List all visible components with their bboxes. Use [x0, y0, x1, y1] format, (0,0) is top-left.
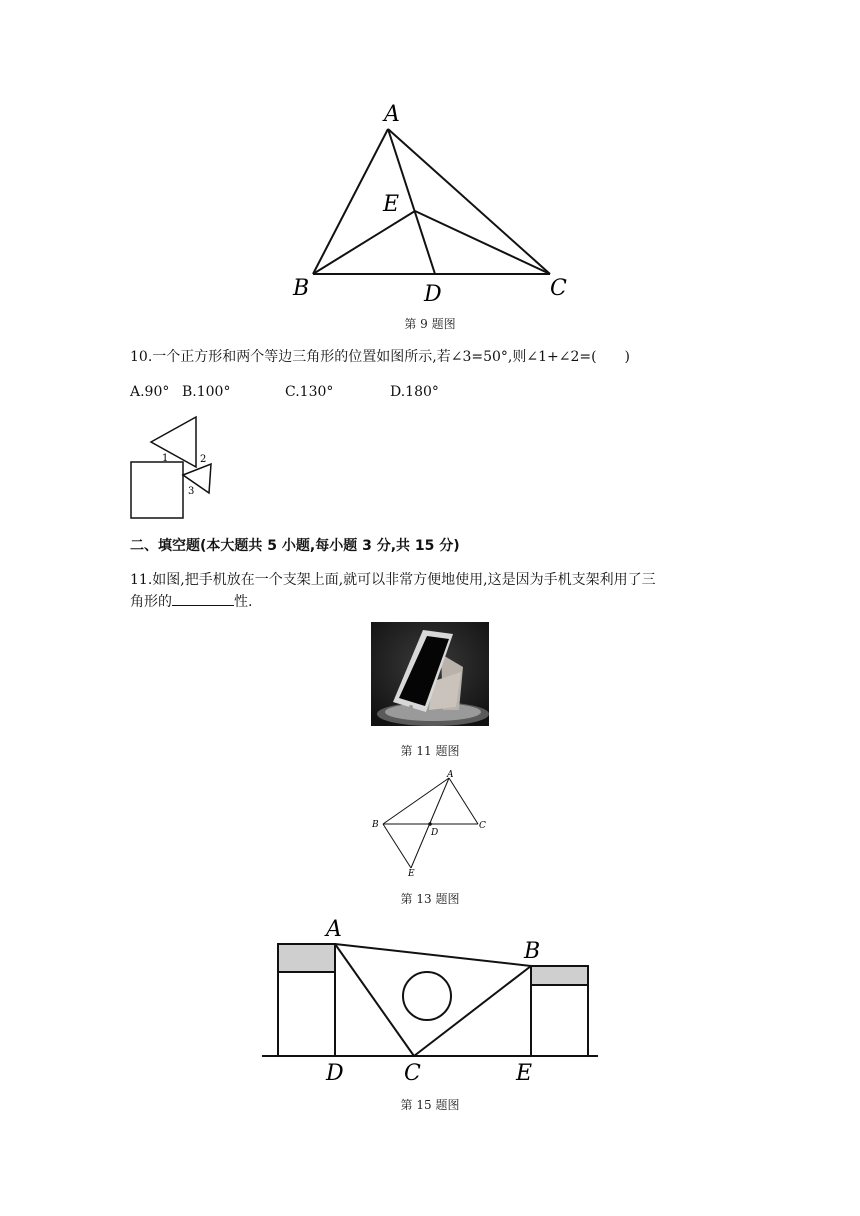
fig13-label-c: C [479, 821, 486, 831]
fig9-label-b: B [293, 276, 310, 301]
fig15-label-e: E [516, 1061, 533, 1086]
phone-stand-photo [371, 622, 489, 726]
q10-option-d: D.180° [390, 384, 439, 400]
fig9-line-ab [313, 129, 388, 274]
fig9-label-c: C [550, 276, 567, 301]
figure-15 [260, 910, 600, 1090]
fig13-label-d: D [431, 828, 439, 838]
fig9-caption: 第 9 题图 [404, 317, 456, 331]
fig15-label-c: C [404, 1061, 421, 1086]
figure-10 [125, 412, 225, 524]
q10-option-c: C.130° [285, 384, 334, 400]
fig15-label-a: A [326, 917, 342, 942]
fig9-line-ec [415, 211, 550, 274]
q11-answer-blank[interactable] [172, 591, 234, 606]
q10-text: 10.一个正方形和两个等边三角形的位置如图所示,若∠3=50°,则∠1+∠2=( ) [130, 349, 631, 365]
fig13-label-a: A [447, 770, 454, 780]
fig10-square [131, 462, 183, 518]
fig15-right-shade [531, 966, 588, 985]
fig13-label-b: B [372, 820, 379, 830]
fig15-circle [403, 972, 451, 1020]
fig15-label-d: D [326, 1061, 344, 1086]
q11-text-post: 性. [234, 594, 253, 610]
q10-option-a: A.90° [130, 384, 170, 400]
fig10-label-1: 1 [162, 453, 169, 464]
fig9-label-d: D [424, 282, 442, 307]
q10-option-b: B.100° [182, 384, 231, 400]
fig10-triangle-top [151, 417, 196, 467]
q11-text-pre: 角形的 [130, 594, 172, 610]
fig10-label-3: 3 [188, 486, 195, 497]
fig13-caption: 第 13 题图 [400, 892, 460, 906]
fig15-label-b: B [524, 939, 541, 964]
fig15-left-shade [278, 944, 335, 972]
section-2-title: 二、填空题(本大题共 5 小题,每小题 3 分,共 15 分) [130, 538, 460, 554]
fig15-caption: 第 15 题图 [400, 1098, 460, 1112]
figure-9 [280, 95, 580, 310]
fig11-caption: 第 11 题图 [400, 744, 460, 758]
q11-text-line2 [130, 590, 770, 614]
fig13-label-e: E [408, 869, 415, 878]
fig10-label-2: 2 [200, 454, 207, 465]
q11-text-line1: 11.如图,把手机放在一个支架上面,就可以非常方便地使用,这是因为手机支架利用了三 [130, 572, 656, 588]
fig9-label-a: A [384, 102, 400, 127]
fig9-label-e: E [383, 192, 400, 217]
figure-13 [368, 766, 493, 878]
